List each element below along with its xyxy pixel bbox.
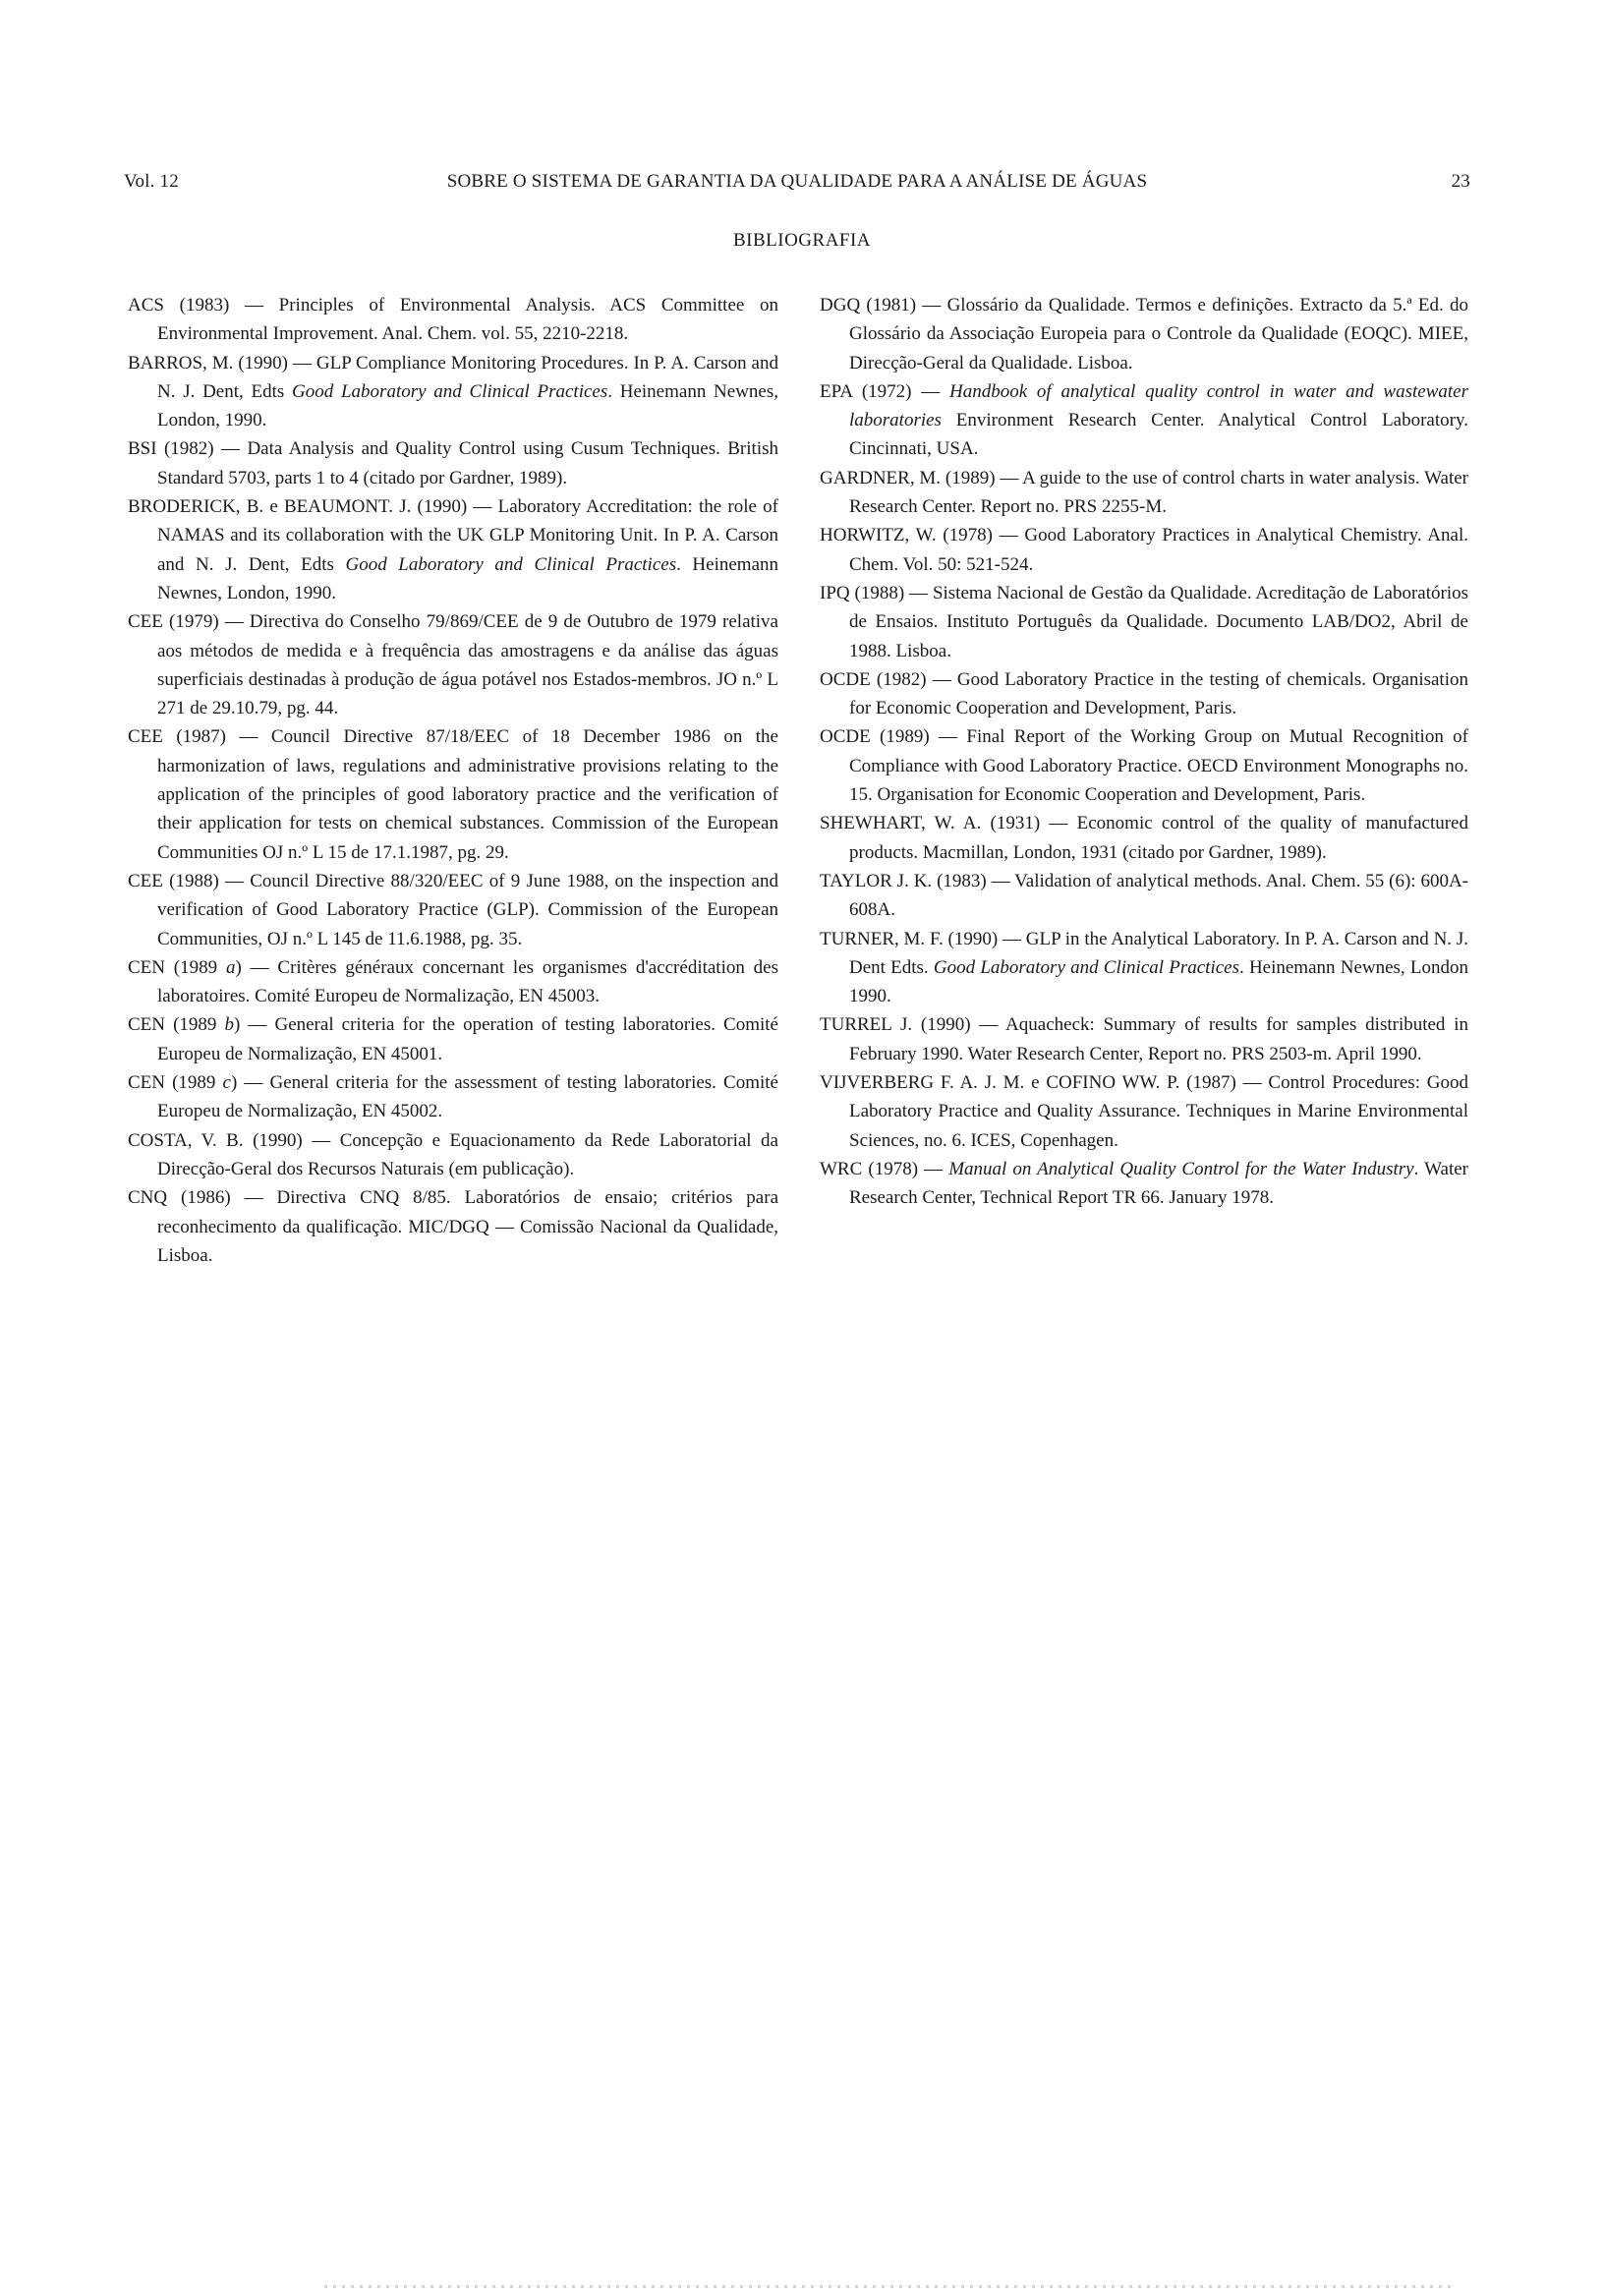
reference-entry: CEE (1987) — Council Directive 87/18/EEC of 18 December 1986 on the harmonization of laws, regulations and administrative provisions relating to the application of the principles of good laboratory practice and the verification of their application for tests on chemical substances. Commission of the European Communities OJ n.º L 15 de 17.1.1987, pg. 29.	[128, 726, 778, 863]
reference-entry: CEE (1988) — Council Directive 88/320/EEC of 9 June 1988, on the inspection and verification of Good Laboratory Practice (GLP). Commission of the European Communities, OJ n.º L 145 de 11.6.1988, pg. 35.	[128, 870, 778, 949]
volume-label: Vol. 12	[124, 171, 179, 192]
reference-entry: GARDNER, M. (1989) — A guide to the use of control charts in water analysis. Water Research Center. Report no. PRS 2255-M.	[820, 467, 1468, 518]
reference-entry: CEN (1989 a) — Critères généraux concernant les organismes d'accréditation des laboratoires. Comité Europeu de Normalização, EN 45003.	[128, 956, 779, 1007]
reference-entry: ACS (1983) — Principles of Environmental Analysis. ACS Committee on Environmental Improvement. Anal. Chem. vol. 55, 2210-2218.	[128, 295, 778, 345]
reference-entry: TAYLOR J. K. (1983) — Validation of analytical methods. Anal. Chem. 55 (6): 600A-608A.	[820, 870, 1468, 921]
reference-entry: TURNER, M. F. (1990) — GLP in the Analytical Laboratory. In P. A. Carson and N. J. Dent Edts. Good Laboratory and Clinical Practices. Heinemann Newnes, London 1990.	[820, 928, 1468, 1007]
reference-entry: HORWITZ, W. (1978) — Good Laboratory Practices in Analytical Chemistry. Anal. Chem. Vol. 50: 521-524.	[820, 525, 1468, 575]
reference-entry: CEE (1979) — Directiva do Conselho 79/869/CEE de 9 de Outubro de 1979 relativa aos métodos de medida e à frequência das amostragens e da análise das águas superficiais destinadas à produção de água potável nos Estados-membros. JO n.º L 271 de 29.10.79, pg. 44.	[128, 611, 778, 719]
reference-entry: BARROS, M. (1990) — GLP Compliance Monitoring Procedures. In P. A. Carson and N. J. Dent, Edts Good Laboratory and Clinical Practices. Heinemann Newnes, London, 1990.	[128, 352, 779, 431]
reference-entry: CNQ (1986) — Directiva CNQ 8/85. Laboratórios de ensaio; critérios para reconhecimento da qualificação. MIC/DGQ — Comissão Nacional da Qualidade, Lisboa.	[128, 1187, 778, 1266]
right-column	[820, 291, 1468, 1213]
running-title: SOBRE O SISTEMA DE GARANTIA DA QUALIDADE PARA A ANÁLISE DE ÁGUAS	[446, 171, 1148, 192]
reference-entry: OCDE (1989) — Final Report of the Working Group on Mutual Recognition of Compliance with Good Laboratory Practice. OECD Environment Monographs no. 15. Organisation for Economic Cooperation and Development, Paris.	[820, 726, 1468, 806]
reference-entry: WRC (1978) — Manual on Analytical Quality Control for the Water Industry. Water Research Center, Technical Report TR 66. January 1978.	[820, 1158, 1468, 1209]
reference-entry: SHEWHART, W. A. (1931) — Economic control of the quality of manufactured products. Macmillan, London, 1931 (citado por Gardner, 1989).	[820, 813, 1468, 863]
reference-entry: BRODERICK, B. e BEAUMONT. J. (1990) — Laboratory Accreditation: the role of NAMAS and its collaboration with the UK GLP Monitoring Unit. In P. A. Carson and N. J. Dent, Edts Good Laboratory and Clinical Practices. Heinemann Newnes, London, 1990.	[128, 496, 779, 603]
reference-entry: BSI (1982) — Data Analysis and Quality Control using Cusum Techniques. British Standard 5703, parts 1 to 4 (citado por Gardner, 1989).	[128, 438, 778, 488]
running-header	[124, 171, 1470, 201]
reference-entry: DGQ (1981) — Glossário da Qualidade. Termos e definições. Extracto da 5.ª Ed. do Glossário da Associação Europeia para o Controle da Qualidade (EOQC). MIEE, Direcção-Geral da Qualidade. Lisboa.	[820, 295, 1468, 373]
reference-entry: VIJVERBERG F. A. J. M. e COFINO WW. P. (1987) — Control Procedures: Good Laboratory Practice and Quality Assurance. Techniques in Marine Environmental Sciences, no. 6. ICES, Copenhagen.	[820, 1072, 1468, 1151]
scan-artifact-dots	[324, 2285, 1455, 2288]
reference-entry: CEN (1989 c) — General criteria for the assessment of testing laboratories. Comité Europeu de Normalização, EN 45002.	[128, 1072, 778, 1122]
reference-entry: IPQ (1988) — Sistema Nacional de Gestão da Qualidade. Acreditação de Laboratórios de Ensaios. Instituto Português da Qualidade. Documento LAB/DO2, Abril de 1988. Lisboa.	[820, 582, 1468, 661]
reference-entry: EPA (1972) — Handbook of analytical quality control in water and wastewater laboratories Environment Research Center. Analytical Control Laboratory. Cincinnati, USA.	[820, 380, 1468, 460]
reference-entry: TURREL J. (1990) — Aquacheck: Summary of results for samples distributed in February 1990. Water Research Center, Report no. PRS 2503-m. April 1990.	[820, 1014, 1468, 1064]
reference-entry: OCDE (1982) — Good Laboratory Practice in the testing of chemicals. Organisation for Economic Cooperation and Development, Paris.	[820, 668, 1468, 719]
section-title: BIBLIOGRAFIA	[732, 230, 872, 251]
left-column	[128, 291, 778, 1270]
reference-entry: CEN (1989 b) — General criteria for the operation of testing laboratories. Comité Europeu de Normalização, EN 45001.	[128, 1014, 778, 1064]
reference-entry: COSTA, V. B. (1990) — Concepção e Equacionamento da Rede Laboratorial da Direcção-Geral dos Recursos Naturais (em publicação).	[128, 1129, 778, 1179]
page-number: 23	[1451, 171, 1470, 192]
